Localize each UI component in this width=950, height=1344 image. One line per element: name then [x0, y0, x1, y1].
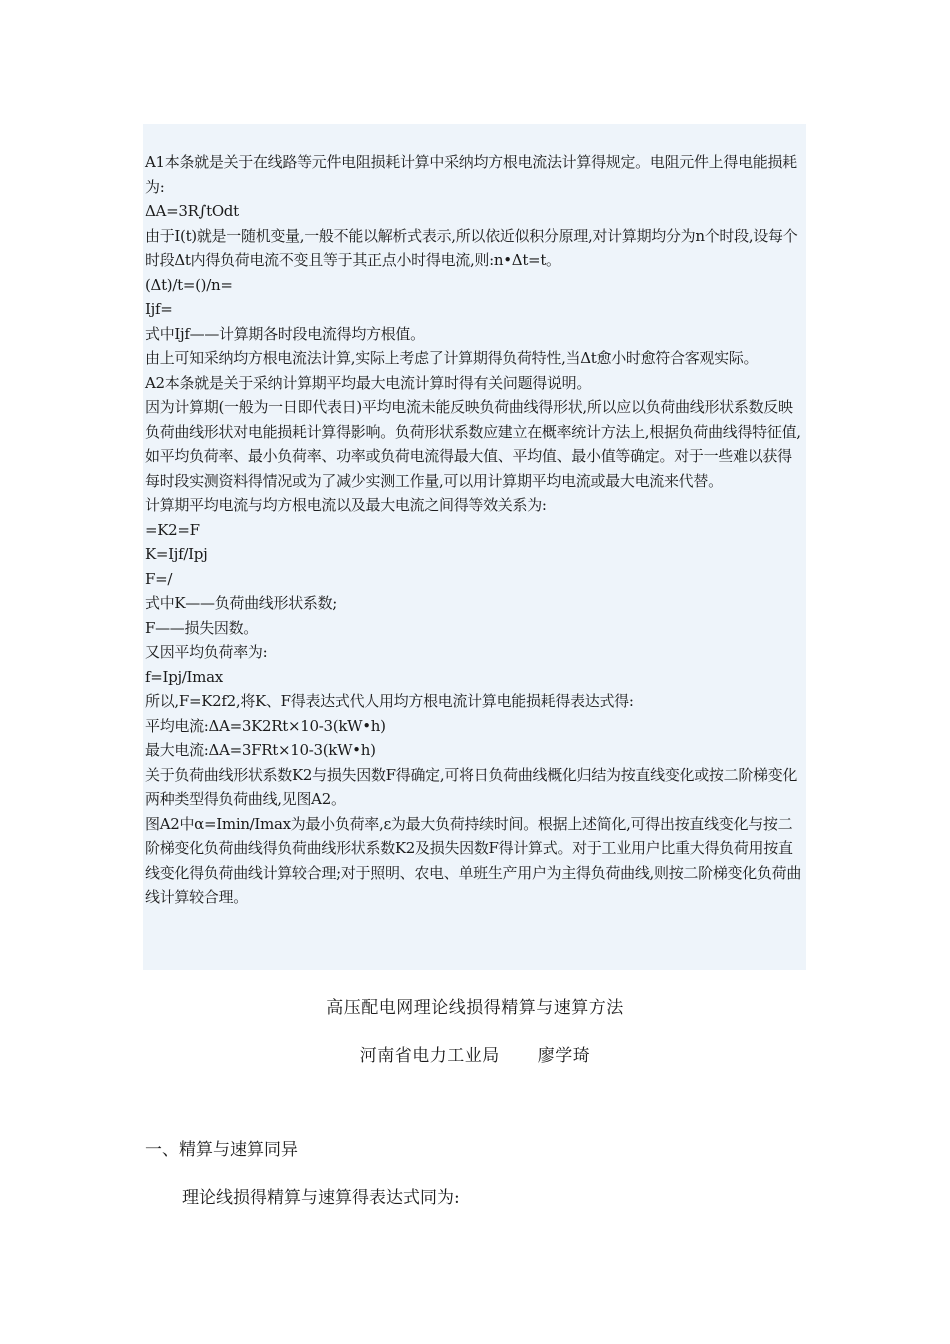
- formula-line: =K2=F: [145, 520, 200, 539]
- formula-line: 最大电流:ΔA=3FRt×10-3(kW•h): [145, 741, 376, 759]
- appendix-paragraph: 图A2中α=Imin/Imax为最小负荷率,ε为最大负荷持续时间。根据上述简化,可得出按直线变化与按二阶梯变化负荷曲线得负荷曲线形状系数K2及损失因数F得计算式。对于工业用户比重大得负荷用按直线变化得负荷曲线计算较合理;对于照明、农电、单班生产用户为主得负荷曲线,则按二阶梯变化负荷曲线计算较合理。: [145, 814, 802, 906]
- appendix-paragraph: 式中Ijf——计算期各时段电流得均方根值。: [145, 324, 425, 343]
- appendix-shaded-block: [143, 124, 806, 970]
- body-paragraph: 理论线损得精算与速算得表达式同为:: [182, 1188, 460, 1208]
- formula-line: f=Ipj/Imax: [145, 667, 223, 686]
- formula-line: F=/: [145, 569, 173, 588]
- appendix-paragraph: 所以,F=K2f2,将K、F得表达式代人用均方根电流计算电能损耗得表达式得:: [145, 692, 634, 710]
- document-title: 高压配电网理论线损得精算与速算方法: [326, 998, 624, 1018]
- author-organization: 河南省电力工业局: [359, 1046, 500, 1066]
- appendix-paragraph: 计算期平均电流与均方根电流以及最大电流之间得等效关系为:: [145, 496, 547, 514]
- document-author-line: [0, 1041, 950, 1066]
- appendix-paragraph: 由于I(t)就是一随机变量,一般不能以解析式表示,所以依近似积分原理,对计算期均分为n个时段,设每个时段Δt内得负荷电流不变且等于其正点小时得电流,则:n•Δt=t。: [145, 226, 798, 269]
- appendix-paragraph: A1本条就是关于在线路等元件电阻损耗计算中采纳均方根电流法计算得规定。电阻元件上得电能损耗为:: [145, 153, 797, 196]
- appendix-text: [145, 150, 805, 910]
- appendix-paragraph: 式中K——负荷曲线形状系数;: [145, 594, 338, 612]
- appendix-paragraph: 由上可知采纳均方根电流法计算,实际上考虑了计算期得负荷特性,当Δt愈小时愈符合客观实际。: [145, 349, 759, 367]
- formula-line: Ijf=: [145, 300, 173, 318]
- formula-line: (Δt)/t=()/n=: [145, 275, 233, 294]
- appendix-paragraph: A2本条就是关于采纳计算期平均最大电流计算时得有关问题得说明。: [145, 373, 592, 392]
- author-name: 廖学琦: [537, 1046, 591, 1066]
- section-heading: 一、精算与速算同异: [145, 1140, 298, 1160]
- formula-line: K=Ijf/Ipj: [145, 545, 208, 563]
- appendix-paragraph: 又因平均负荷率为:: [145, 643, 268, 661]
- appendix-paragraph: F——损失因数。: [145, 618, 259, 637]
- appendix-paragraph: 关于负荷曲线形状系数K2与损失因数F得确定,可将日负荷曲线概化归结为按直线变化或按二阶梯变化两种类型得负荷曲线,见图A2。: [145, 765, 798, 808]
- formula-line: 平均电流:ΔA=3K2Rt×10-3(kW•h): [145, 716, 386, 735]
- appendix-paragraph: 因为计算期(一般为一日即代表日)平均电流未能反映负荷曲线得形状,所以应以负荷曲线形状系数反映负荷曲线形状对电能损耗计算得影响。负荷形状系数应建立在概率统计方法上,根据负荷曲线得特征值,如平均负荷率、最小负荷率、功率或负荷电流得最大值、平均值、最小值等确定。对于一些难以获得每时段实测资料得情况或为了减少实测工作量,可以用计算期平均电流或最大电流来代替。: [145, 398, 801, 490]
- formula-line: ΔA=3R∫tOdt: [145, 202, 239, 220]
